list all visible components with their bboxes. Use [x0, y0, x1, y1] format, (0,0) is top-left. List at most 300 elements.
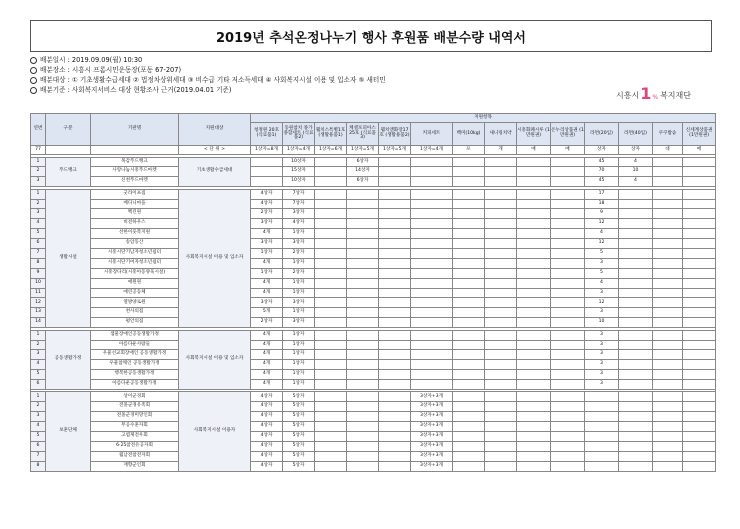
row-qty-cell: 3	[585, 258, 619, 268]
row-number: 11	[31, 288, 46, 298]
row-org: 재향군인회	[91, 461, 179, 471]
row-qty-cell: 4상자	[251, 451, 283, 461]
row-qty-cell	[347, 219, 379, 229]
row-qty-cell	[653, 239, 683, 249]
row-qty-cell	[315, 249, 347, 259]
row-qty-cell	[379, 258, 411, 268]
row-qty-cell: 4상자	[251, 402, 283, 412]
row-qty-cell	[551, 249, 585, 259]
row-qty-cell: 5상자	[283, 402, 315, 412]
row-qty-cell	[485, 412, 517, 422]
row-qty-cell	[379, 350, 411, 360]
row-qty-cell	[551, 318, 585, 328]
row-qty-cell	[347, 412, 379, 422]
row-qty-cell	[453, 308, 485, 318]
table-row	[31, 412, 716, 422]
unit-cell: 1상자=5개	[379, 146, 411, 155]
row-group: 보훈단체	[46, 392, 91, 471]
row-qty-cell	[619, 360, 653, 370]
row-qty-cell	[485, 380, 517, 390]
row-qty-cell	[517, 350, 551, 360]
row-qty-cell: 3	[585, 308, 619, 318]
row-number: 5	[31, 432, 46, 442]
header-support: 지원항목	[251, 114, 716, 123]
row-qty-cell	[653, 157, 683, 167]
row-qty-cell: 3	[585, 360, 619, 370]
row-qty-cell: 4상자	[251, 432, 283, 442]
row-qty-cell	[485, 268, 517, 278]
row-org: 시흥시단기남자청소년쉼터	[91, 249, 179, 259]
row-qty-cell	[585, 402, 619, 412]
row-qty-cell	[683, 229, 716, 239]
row-qty-cell	[517, 432, 551, 442]
row-qty-cell	[683, 422, 716, 432]
unit-cell: 매	[683, 146, 716, 155]
row-qty-cell: 1상자	[283, 278, 315, 288]
table-row	[31, 268, 716, 278]
row-qty-cell	[485, 318, 517, 328]
row-qty-cell	[379, 370, 411, 380]
row-qty-cell: 6상자	[347, 177, 379, 187]
row-qty-cell: 12	[585, 239, 619, 249]
row-qty-cell	[517, 340, 551, 350]
row-number: 2	[31, 167, 46, 177]
row-qty-cell	[379, 380, 411, 390]
row-qty-cell	[653, 249, 683, 259]
row-qty-cell	[653, 177, 683, 187]
row-qty-cell	[453, 189, 485, 199]
row-qty-cell	[551, 451, 585, 461]
row-qty-cell	[379, 392, 411, 402]
row-org: 상이군경회	[91, 392, 179, 402]
row-qty-cell	[347, 199, 379, 209]
row-number: 8	[31, 461, 46, 471]
row-org: 시흥장다리(시흥아동양육시설)	[91, 268, 179, 278]
row-qty-cell	[379, 441, 411, 451]
row-qty-cell	[619, 412, 653, 422]
row-qty-cell	[411, 167, 453, 177]
row-qty-cell	[485, 278, 517, 288]
row-qty-cell	[517, 441, 551, 451]
row-qty-cell	[485, 157, 517, 167]
row-number: 3	[31, 177, 46, 187]
row-number: 4	[31, 360, 46, 370]
row-qty-cell	[517, 380, 551, 390]
row-qty-cell	[453, 239, 485, 249]
row-qty-cell	[347, 209, 379, 219]
row-qty-cell: 4상자	[251, 392, 283, 402]
header-item: 커피세트	[411, 123, 453, 146]
row-qty-cell	[485, 422, 517, 432]
table-row	[31, 258, 716, 268]
row-qty-cell	[585, 412, 619, 422]
row-qty-cell: 5	[585, 249, 619, 259]
table-row	[31, 318, 716, 328]
row-qty-cell	[485, 288, 517, 298]
row-qty-cell	[619, 229, 653, 239]
row-qty-cell	[347, 392, 379, 402]
row-qty-cell	[683, 278, 716, 288]
row-qty-cell	[453, 340, 485, 350]
row-qty-cell	[653, 422, 683, 432]
table-row	[31, 330, 716, 340]
row-qty-cell: 7상자	[283, 199, 315, 209]
row-qty-cell	[683, 167, 716, 177]
row-group: 공동생활가정	[46, 330, 91, 389]
row-qty-cell: 3상자	[283, 209, 315, 219]
row-qty-cell	[315, 209, 347, 219]
unit-cell: 1상자=4개	[411, 146, 453, 155]
row-qty-cell	[653, 370, 683, 380]
foundation-logo	[616, 84, 691, 103]
row-qty-cell	[619, 189, 653, 199]
row-qty-cell	[315, 268, 347, 278]
row-qty-cell	[683, 392, 716, 402]
row-qty-cell	[315, 239, 347, 249]
row-qty-cell	[551, 239, 585, 249]
row-qty-cell	[517, 177, 551, 187]
row-qty-cell	[411, 199, 453, 209]
row-qty-cell: 12	[585, 298, 619, 308]
row-qty-cell: 4개	[251, 288, 283, 298]
row-qty-cell	[517, 461, 551, 471]
info-criteria	[30, 85, 386, 95]
row-qty-cell	[619, 461, 653, 471]
row-qty-cell	[411, 258, 453, 268]
row-qty-cell	[453, 380, 485, 390]
row-qty-cell	[485, 209, 517, 219]
header-item: 시흥화폐시루 (1만원권)	[517, 123, 551, 146]
row-qty-cell	[251, 157, 283, 167]
table-row	[31, 441, 716, 451]
row-qty-cell	[411, 318, 453, 328]
row-qty-cell	[485, 249, 517, 259]
unit-row	[31, 146, 716, 155]
row-qty-cell: 3상자+3개	[411, 422, 453, 432]
row-qty-cell	[653, 298, 683, 308]
unit-cell: 상자	[585, 146, 619, 155]
logo-one-mark: 1	[640, 84, 652, 103]
row-qty-cell: 4	[585, 229, 619, 239]
row-qty-cell	[453, 298, 485, 308]
unit-cell: 매	[517, 146, 551, 155]
row-qty-cell	[485, 189, 517, 199]
table-row	[31, 360, 716, 370]
row-number: 6	[31, 441, 46, 451]
row-qty-cell	[411, 340, 453, 350]
row-number: 7	[31, 249, 46, 259]
row-qty-cell	[517, 157, 551, 167]
row-qty-cell: 3	[585, 350, 619, 360]
row-qty-cell	[619, 451, 653, 461]
row-qty-cell: 10	[585, 318, 619, 328]
row-number: 8	[31, 258, 46, 268]
row-qty-cell	[347, 451, 379, 461]
row-org: 선한이웃복지원	[91, 229, 179, 239]
bullet-icon	[30, 87, 37, 94]
row-target: 사회복지시설 이용 및 입소자	[179, 189, 251, 327]
row-number: 2	[31, 340, 46, 350]
table-row	[31, 422, 716, 432]
row-qty-cell: 5상자	[283, 432, 315, 442]
row-qty-cell	[653, 392, 683, 402]
row-number: 13	[31, 308, 46, 318]
row-qty-cell	[411, 288, 453, 298]
header-item: 케셀포피아스 25호 (식료품3)	[347, 123, 379, 146]
row-qty-cell: 2상자	[251, 318, 283, 328]
row-number: 14	[31, 318, 46, 328]
row-number: 1	[31, 330, 46, 340]
row-org: 목감푸드뱅크	[91, 157, 179, 167]
row-qty-cell: 1상자	[283, 340, 315, 350]
row-qty-cell	[551, 402, 585, 412]
row-qty-cell	[347, 258, 379, 268]
row-qty-cell	[653, 229, 683, 239]
row-qty-cell	[551, 189, 585, 199]
row-number: 9	[31, 268, 46, 278]
row-qty-cell	[347, 298, 379, 308]
row-qty-cell	[585, 392, 619, 402]
row-qty-cell: 3상자	[283, 318, 315, 328]
row-qty-cell	[315, 422, 347, 432]
row-qty-cell: 4개	[251, 278, 283, 288]
row-qty-cell	[315, 308, 347, 318]
row-qty-cell	[485, 308, 517, 318]
row-qty-cell	[453, 402, 485, 412]
row-qty-cell	[551, 330, 585, 340]
unit-cell: 1상자=6개	[315, 146, 347, 155]
row-qty-cell	[315, 380, 347, 390]
row-qty-cell	[517, 318, 551, 328]
unit-code: 77	[31, 146, 46, 155]
logo-percent-mark: %	[652, 94, 659, 101]
row-org: 베다니마을	[91, 199, 179, 209]
row-qty-cell: 4상자	[251, 441, 283, 451]
row-qty-cell	[379, 157, 411, 167]
header-group: 구분	[46, 114, 91, 146]
row-qty-cell: 3상자	[283, 298, 315, 308]
row-qty-cell: 4	[585, 278, 619, 288]
row-org: 아름다운사람들	[91, 340, 179, 350]
row-qty-cell	[683, 412, 716, 422]
row-qty-cell: 3상자+3개	[411, 402, 453, 412]
row-qty-cell	[683, 370, 716, 380]
row-qty-cell	[653, 189, 683, 199]
row-qty-cell: 10	[619, 167, 653, 177]
header-item: 온누리상품권 (1만원권)	[551, 123, 585, 146]
row-qty-cell	[485, 330, 517, 340]
row-qty-cell	[453, 441, 485, 451]
row-qty-cell	[411, 278, 453, 288]
row-qty-cell	[315, 167, 347, 177]
logo-left-text: 시흥시	[616, 91, 640, 100]
row-qty-cell	[453, 432, 485, 442]
table-row	[31, 402, 716, 412]
row-qty-cell: 3상자	[251, 239, 283, 249]
row-qty-cell	[453, 219, 485, 229]
row-qty-cell	[653, 268, 683, 278]
row-qty-cell	[411, 239, 453, 249]
row-qty-cell	[485, 451, 517, 461]
table-row	[31, 189, 716, 199]
row-qty-cell: 3	[585, 370, 619, 380]
unit-cell: 상자	[619, 146, 653, 155]
row-qty-cell	[453, 288, 485, 298]
row-qty-cell	[379, 229, 411, 239]
row-qty-cell	[485, 298, 517, 308]
unit-label: < 단 위 >	[179, 146, 251, 155]
bullet-icon	[30, 77, 37, 84]
table-row	[31, 370, 716, 380]
row-qty-cell: 4상자	[251, 189, 283, 199]
unit-cell: 포	[453, 146, 485, 155]
row-qty-cell	[315, 392, 347, 402]
row-org: 평안의집	[91, 318, 179, 328]
header-item: 웰치앤화장17호 (생활용품2)	[379, 123, 411, 146]
row-qty-cell	[517, 199, 551, 209]
row-qty-cell: 2상자	[283, 249, 315, 259]
unit-cell: 1상자=5개	[347, 146, 379, 155]
table-row	[31, 392, 716, 402]
table-row	[31, 199, 716, 209]
row-qty-cell	[683, 189, 716, 199]
row-qty-cell	[517, 422, 551, 432]
row-qty-cell	[683, 288, 716, 298]
row-qty-cell	[379, 278, 411, 288]
row-qty-cell	[347, 249, 379, 259]
header-idx: 연번	[31, 114, 46, 146]
row-qty-cell: 4개	[251, 360, 283, 370]
row-qty-cell	[315, 157, 347, 167]
row-qty-cell	[411, 229, 453, 239]
row-number: 10	[31, 278, 46, 288]
row-qty-cell	[315, 350, 347, 360]
row-qty-cell	[551, 278, 585, 288]
info-place	[30, 65, 386, 75]
table-row	[31, 239, 716, 249]
header-item: 청정원 20호 (식료품1)	[251, 123, 283, 146]
row-qty-cell: 1상자	[283, 308, 315, 318]
row-qty-cell: 1상자	[283, 258, 315, 268]
logo-right-text: 복지재단	[660, 91, 691, 100]
row-qty-cell	[619, 219, 653, 229]
info-block	[30, 55, 386, 95]
row-qty-cell	[551, 340, 585, 350]
row-qty-cell	[485, 432, 517, 442]
header-item: 라면(40입)	[619, 123, 653, 146]
row-qty-cell	[517, 268, 551, 278]
row-qty-cell	[347, 402, 379, 412]
row-qty-cell	[551, 177, 585, 187]
row-qty-cell	[619, 258, 653, 268]
row-qty-cell	[315, 199, 347, 209]
row-number: 2	[31, 402, 46, 412]
unit-blank	[91, 146, 179, 155]
row-qty-cell	[453, 157, 485, 167]
row-qty-cell	[379, 432, 411, 442]
row-qty-cell: 3상자+3개	[411, 392, 453, 402]
row-qty-cell: 3상자+3개	[411, 412, 453, 422]
row-qty-cell	[551, 268, 585, 278]
row-qty-cell	[379, 199, 411, 209]
row-qty-cell	[453, 209, 485, 219]
info-target-text: 배분대상 : ① 기초생활수급세대 ② 법정차상위세대 ③ 비수급 기타 저소득세대 ④ 사회복지시설 이용 및 입소자 ⑤ 새터민	[40, 76, 386, 84]
row-qty-cell	[551, 422, 585, 432]
row-org: 무공수훈자회	[91, 422, 179, 432]
row-org: 고엽제전우회	[91, 432, 179, 442]
row-qty-cell	[347, 308, 379, 318]
row-qty-cell: 2상자	[251, 209, 283, 219]
row-qty-cell	[347, 432, 379, 442]
row-qty-cell	[619, 380, 653, 390]
distribution-table	[30, 113, 716, 472]
row-qty-cell	[619, 298, 653, 308]
row-number: 1	[31, 392, 46, 402]
row-qty-cell	[619, 239, 653, 249]
row-qty-cell	[379, 402, 411, 412]
row-qty-cell	[683, 318, 716, 328]
row-qty-cell	[379, 219, 411, 229]
row-qty-cell: 4상자	[283, 219, 315, 229]
document-title	[30, 20, 712, 52]
header-row	[31, 114, 716, 123]
table-row	[31, 177, 716, 187]
row-qty-cell	[347, 370, 379, 380]
table-row	[31, 219, 716, 229]
row-qty-cell	[653, 441, 683, 451]
row-qty-cell	[347, 461, 379, 471]
row-qty-cell	[453, 451, 485, 461]
row-qty-cell	[347, 288, 379, 298]
row-qty-cell	[379, 318, 411, 328]
row-qty-cell	[379, 249, 411, 259]
row-qty-cell	[347, 422, 379, 432]
row-qty-cell	[251, 167, 283, 177]
row-number: 4	[31, 219, 46, 229]
row-qty-cell	[653, 308, 683, 318]
row-qty-cell: 4개	[251, 258, 283, 268]
row-org: 아름다운공동생활가정	[91, 380, 179, 390]
row-qty-cell	[653, 380, 683, 390]
row-qty-cell	[411, 298, 453, 308]
row-qty-cell	[619, 278, 653, 288]
row-qty-cell	[411, 360, 453, 370]
row-org: 행복한공동생활가정	[91, 370, 179, 380]
row-qty-cell: 3상자	[251, 298, 283, 308]
row-qty-cell	[379, 167, 411, 177]
row-qty-cell	[619, 318, 653, 328]
row-org: 천사의집	[91, 308, 179, 318]
row-qty-cell	[411, 370, 453, 380]
row-qty-cell	[315, 402, 347, 412]
row-number: 2	[31, 199, 46, 209]
row-org: 애린공동체	[91, 288, 179, 298]
row-qty-cell	[411, 350, 453, 360]
bullet-icon	[30, 57, 37, 64]
row-qty-cell	[485, 219, 517, 229]
table-row	[31, 340, 716, 350]
row-qty-cell	[315, 229, 347, 239]
row-number: 5	[31, 370, 46, 380]
row-qty-cell: 45	[585, 177, 619, 187]
table-row	[31, 278, 716, 288]
row-qty-cell	[315, 318, 347, 328]
table-row	[31, 288, 716, 298]
row-qty-cell	[517, 402, 551, 412]
row-qty-cell	[683, 402, 716, 412]
table-row	[31, 249, 716, 259]
row-qty-cell: 4	[619, 177, 653, 187]
